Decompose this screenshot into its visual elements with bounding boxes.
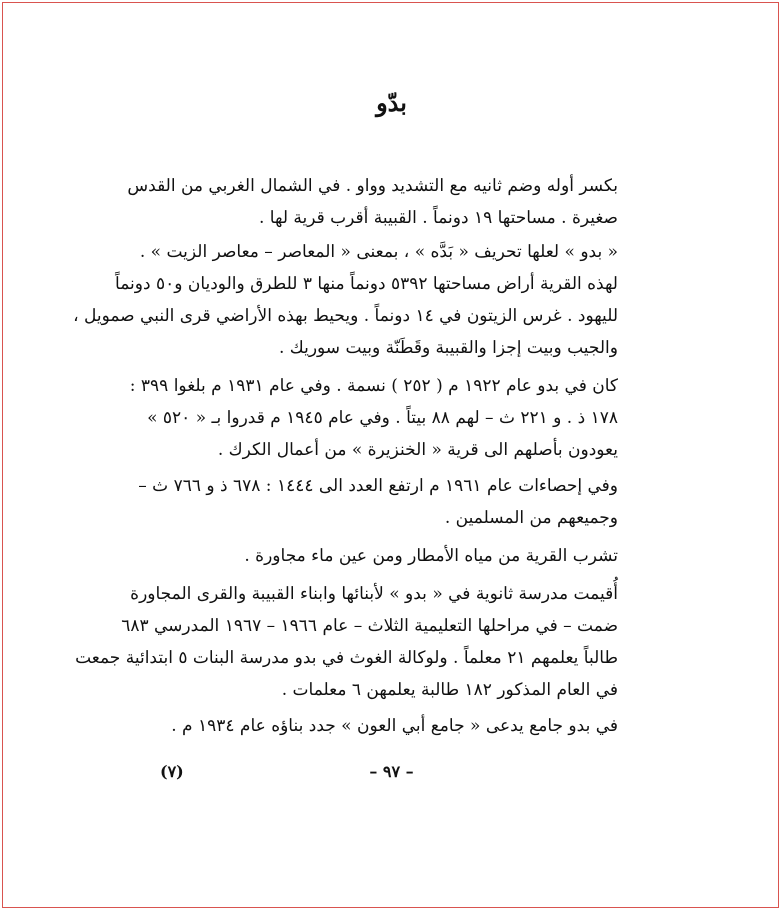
text-line: بكسر أوله وضم ثانيه مع التشديد وواو . في الشمال الغربي من القدس [127, 176, 618, 196]
paragraph-lands [73, 268, 618, 364]
text-line: لليهود . غرس الزيتون في ١٤ دونماً . ويحيط بهذه الأراضي قرى النبي صمويل ، [73, 306, 618, 326]
text-line: وجميعهم من المسلمين . [444, 508, 618, 528]
paragraph-water [158, 540, 618, 572]
text-line: في بدو جامع يدعى « جامع أبي العون » جدد بناؤه عام ١٩٣٤ م . [171, 716, 618, 736]
text-line: أُقيمت مدرسة ثانوية في « بدو » لأبنائها وابناء القبيبة والقرى المجاورة [130, 584, 618, 604]
page-number: – ٩٧ – [369, 762, 414, 781]
text-line: ضمت – في مراحلها التعليمية الثلاث – عام ١٩٦٦ – ١٩٦٧ المدرسي ٦٨٣ [121, 616, 618, 636]
text-line: تشرب القرية من مياه الأمطار ومن عين ماء مجاورة . [244, 546, 618, 566]
text-line: في العام المذكور ١٨٢ طالبة يعلمهن ٦ معلمات . [281, 680, 618, 700]
paragraph-mosque [158, 710, 618, 742]
text-line: والجيب وبيت إجزا والقبيبة وقَطَنّة وبيت سوريك . [278, 338, 618, 358]
text-line: لهذه القرية أراض مساحتها ٥٣٩٢ دونماً منها ٣ للطرق والوديان و٥٠ دونماً [115, 274, 618, 294]
paragraph-schools [75, 578, 618, 706]
paragraph-population [129, 370, 618, 466]
paragraph-census-1961 [138, 470, 618, 534]
text-line: طالباً يعلمهم ٢١ معلماً . ولوكالة الغوث في بدو مدرسة البنات ٥ ابتدائية جمعت [75, 648, 618, 668]
text-line: صغيرة . مساحتها ١٩ دونماً . القبيبة أقرب قرية لها . [259, 208, 618, 228]
text-line: ١٧٨ ذ . و ٢٢١ ث – لهم ٨٨ بيتاً . وفي عام ١٩٤٥ م قدروا بـ « ٥٢٠ » [147, 408, 618, 428]
page-title: بدّو [376, 88, 407, 117]
text-line: كان في بدو عام ١٩٢٢ م ( ٢٥٢ ) نسمة . وفي عام ١٩٣١ م بلغوا ٣٩٩ : [129, 376, 618, 396]
paragraph-etymology [139, 236, 618, 268]
signature-mark: (٧) [160, 762, 184, 781]
text-line: « بدو » لعلها تحريف « بَدَّه » ، بمعنى « المعاصر – معاصر الزيت » . [139, 242, 618, 262]
text-line: وفي إحصاءات عام ١٩٦١ م ارتفع العدد الى ١٤٤٤ : ٦٧٨ ذ و ٧٦٦ ث – [138, 476, 618, 496]
page-footer [0, 762, 783, 786]
paragraph-location [127, 170, 618, 234]
text-line: يعودون بأصلهم الى قرية « الخنزيرة » من أعمال الكرك . [217, 440, 618, 460]
